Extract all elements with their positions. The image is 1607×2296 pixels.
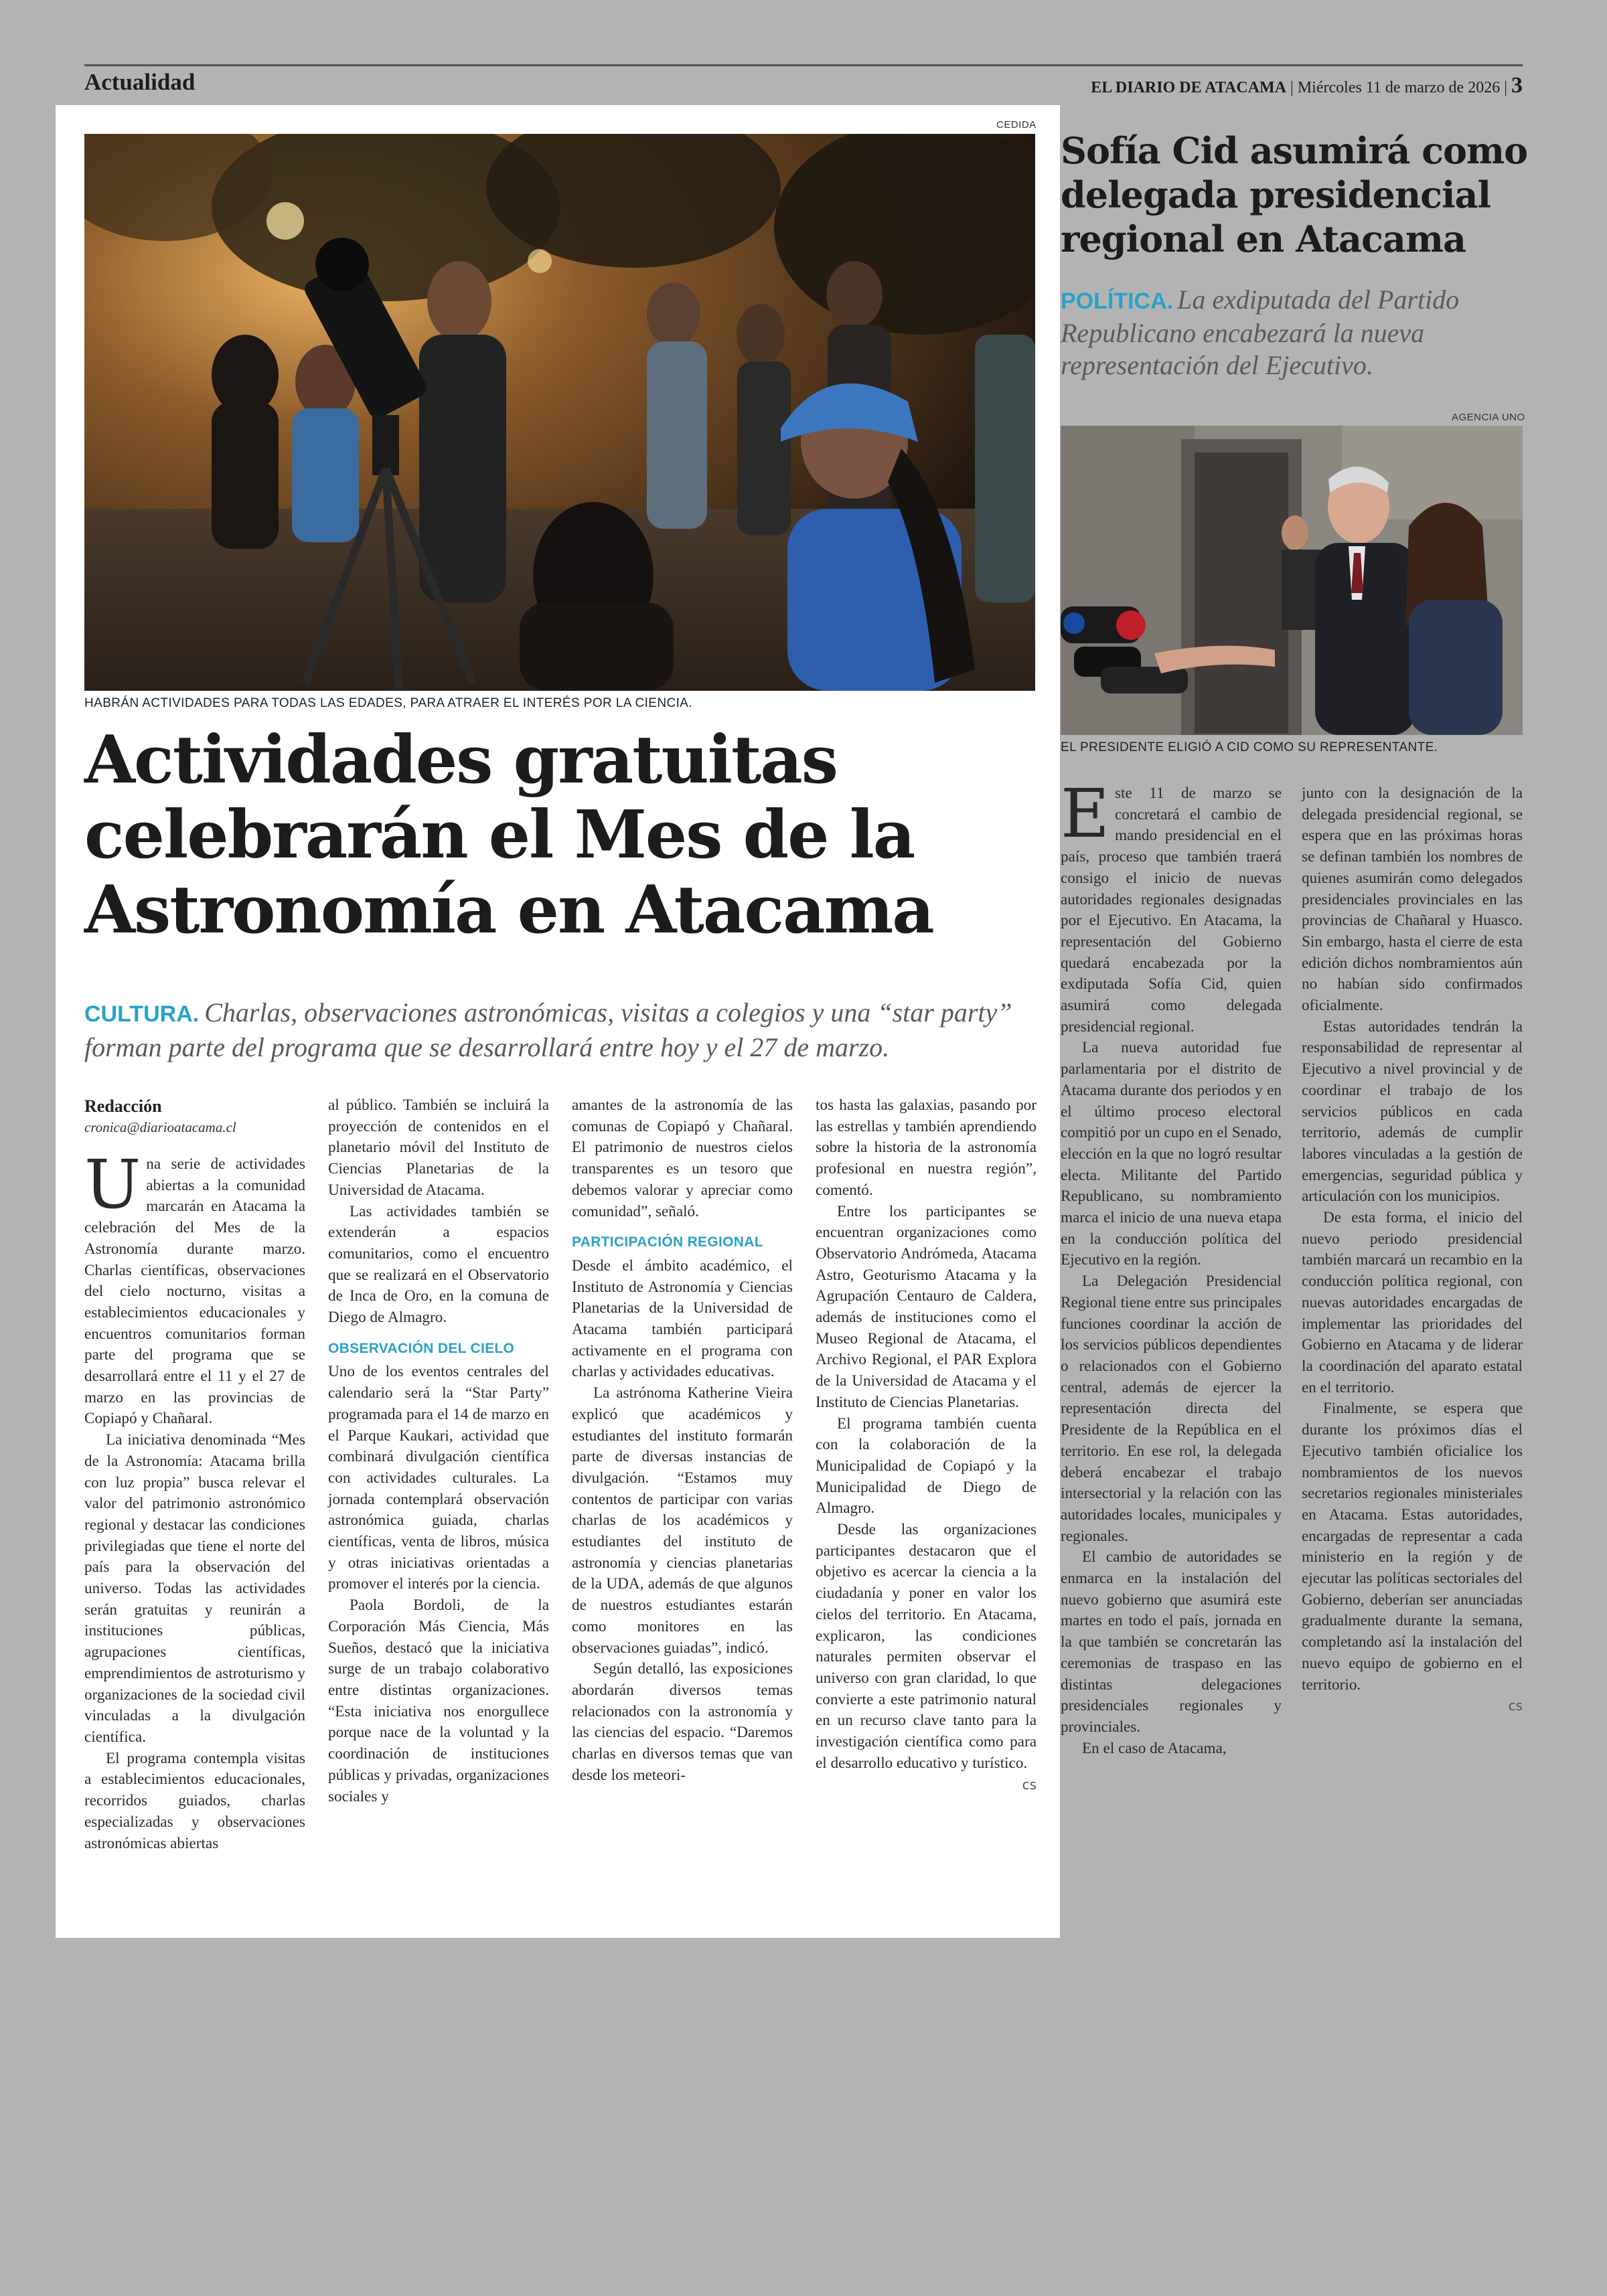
main-photo-caption: HABRÁN ACTIVIDADES PARA TODAS LAS EDADES, PARA ATRAER EL INTERÉS POR LA CIENCIA.	[84, 696, 693, 710]
paragraph: Según detalló, las exposiciones abordarán diversos temas relacionados con la astronomía y las ciencias del espacio. “Daremos charlas en diversos temas que van desde los meteori-	[572, 1660, 793, 1784]
president-photo	[1061, 426, 1523, 735]
author-email: cronica@diarioatacama.cl	[84, 1119, 236, 1135]
end-mark: cs	[1508, 1698, 1523, 1714]
side-column-1	[1061, 774, 1282, 1759]
paragraph	[1061, 774, 1282, 1038]
side-kicker-text: La exdiputada del Partido Republicano encabezará la nueva representación del Ejecutivo.	[1061, 284, 1460, 380]
side-headline-line: delegada presidencial	[1061, 173, 1491, 216]
dropcap: E	[1061, 774, 1109, 853]
main-kicker-text: Charlas, observaciones astronómicas, visitas a colegios y una “star party” forman parte del programa que se desarrollará entre hoy y el 27 de marzo.	[84, 997, 1012, 1062]
paragraph: Entre los participantes se encuentran organizaciones como Observatorio Andrómeda, Atacama Astro, Geoturismo Atacama y la Agrupación Centauro de Caldera, además de instituciones como el Museo Regional de Atacama, el Archivo Regional, el PAR Explora de la Universidad de Atacama y el Instituto de Ciencias Planetarias.	[816, 1202, 1037, 1411]
dropcap: U	[84, 1145, 141, 1224]
paragraph: El programa contempla visitas a establecimientos educacionales, recorridos guiados, charlas especializadas y observaciones astronómicas abiertas	[84, 1749, 305, 1852]
paragraph: El programa también cuenta con la colaboración de la Municipalidad de Copiapó y la Municipalidad de Diego de Almagro.	[816, 1414, 1037, 1518]
paragraph: Desde el ámbito académico, el Instituto de Astronomía y Ciencias Planetarias de la Universidad de Atacama también participará activamente en el programa con charlas y actividades educativas.	[572, 1256, 793, 1381]
paragraph	[84, 1145, 305, 1430]
side-column-2	[1302, 783, 1523, 1717]
paragraph: La Delegación Presidencial Regional tiene entre sus principales funciones coordinar la acción de los servicios públicos dependientes o relacionados con el Gobierno central, además de ejercer la representación directa del Presidente de la República en el territorio. En ese rol, la delegada deberá encabezar el trabajo intersectorial y la relación con las autoridades locales, municipales y regionales.	[1061, 1273, 1282, 1545]
subheading: PARTICIPACIÓN REGIONAL	[572, 1234, 763, 1250]
page-header	[84, 64, 1523, 98]
main-column-3	[572, 1095, 793, 1787]
byline: Redacción	[84, 1096, 162, 1116]
paragraph: La astrónoma Katherine Vieira explicó que académicos y estudiantes del instituto formarán parte de diversas instancias de divulgación. “Estamos muy contentos de participar con varias charlas de los académicos y estudiantes del instituto de astronomía y ciencias planetarias de la UDA, además de que algunos de nuestros estudiantes estarán como monitores en las observaciones guiadas”, indicó.	[572, 1384, 793, 1657]
main-headline-line: Astronomía en Atacama	[84, 872, 933, 949]
president-photo-illustration	[1061, 426, 1523, 735]
end-mark: cs	[1022, 1776, 1037, 1793]
paper-name: EL DIARIO DE ATACAMA	[1091, 79, 1287, 96]
paragraph: amantes de la astronomía de las comunas de Copiapó y Chañaral. El patrimonio de nuestros cielos transparentes es un tesoro que debemos valorar y apreciar como comunidad”, señaló.	[572, 1096, 793, 1220]
main-column-4	[816, 1095, 1037, 1795]
page-number: 3	[1511, 73, 1523, 98]
stargazing-photo	[84, 134, 1035, 691]
paragraph: Desde las organizaciones participantes destacaron que el objetivo es acercar la ciencia a la ciudadanía y poner en valor los cielos del territorio. En Atacama, explicaron, las condiciones naturales permiten observar el universo con gran claridad, lo que convierte a este patrimonio natural en un recurso clave tanto para la investigación científica como para el desarrollo educativo y turístico.	[816, 1521, 1037, 1772]
main-column-1	[84, 1095, 305, 1854]
main-headline-line: celebrarán el Mes de la	[84, 797, 915, 874]
main-kicker-tag: CULTURA.	[84, 1001, 200, 1027]
paragraph: Paola Bordoli, de la Corporación Más Ciencia, Más Sueños, destacó que la iniciativa surge de un trabajo colaborativo entre distintas organizaciones. “Esta iniciativa nos enorgullece porque nace de la voluntad y la coordinación de instituciones públicas y privadas, organizaciones sociales y	[328, 1596, 549, 1805]
paragraph: La nueva autoridad fue parlamentaria por el distrito de Atacama durante dos periodos y en el último proceso electoral compitió por un cupo en el Senado, elección en la que no logró resultar electa. Militante del Partido Republicano, su nombramiento marca el inicio de una nueva etapa en la conducción política del Ejecutivo en la región.	[1061, 1039, 1282, 1269]
paragraph: La iniciativa denominada “Mes de la Astronomía: Atacama brilla con luz propia” busca relevar el valor del patrimonio astronómico regional y destacar las condiciones privilegiadas que tiene el norte del país para la observación del universo. Todas las actividades serán gratuitas y reunirán a instituciones públicas, agrupaciones científicas, emprendimientos de astroturismo y organizaciones de la sociedad civil vinculadas a la divulgación científica.	[84, 1431, 305, 1746]
paragraph: De esta forma, el inicio del nuevo periodo presidencial también marcará un recambio en la conducción política regional, con nuevas autoridades encargadas de implementar las prioridades del Gobierno en Atacama y de liderar la coordinación del aparato estatal en el territorio.	[1302, 1209, 1523, 1396]
main-photo-credit: CEDIDA	[996, 119, 1037, 131]
paragraph: Finalmente, se espera que durante los próximos días el Ejecutivo también oficialice los nombramientos de los nuevos secretarios regionales ministeriales en Atacama. Estas autoridades, encargadas de representar a cada ministerio en la región y de ejecutar las políticas sectoriales del Gobierno, deberían ser anunciadas gradualmente durante la semana, completando así la instalación del nuevo equipo de gobierno en el territorio.	[1302, 1400, 1523, 1694]
main-column-2	[328, 1095, 549, 1807]
side-headline-line: regional en Atacama	[1061, 218, 1466, 260]
main-headline	[84, 723, 1022, 948]
paragraph-text: ste 11 de marzo se concretará el cambio de mando presidencial en el país, proceso que también traerá consigo el inicio de nuevas autoridades regionales designadas por el Ejecutivo. En Atacama, la representación del Gobierno quedará encabezada por la exdiputada Sofía Cid, quien asumirá como delegada presidencial regional.	[1061, 785, 1282, 1036]
side-headline	[1061, 129, 1529, 261]
side-kicker-tag: POLÍTICA.	[1061, 289, 1174, 314]
paragraph: El cambio de autoridades se enmarca en la instalación del nuevo gobierno que asumirá este martes en todo el país, jornada en la que también se concretarán las ceremonias de traspaso en las distintas delegaciones presidenciales regionales y provinciales.	[1061, 1548, 1282, 1736]
paragraph: En el caso de Atacama,	[1082, 1739, 1227, 1757]
paragraph: tos hasta las galaxias, pasando por las estrellas y también aprendiendo sobre la historia de la astronomía profesional en nuestra región”, comentó.	[816, 1096, 1037, 1199]
paragraph: Uno de los eventos centrales del calendario será la “Star Party” programada para el 14 de marzo en el Parque Kaukari, actividad que combinará divulgación científica con actividades culturales. La jornada contemplará observación astronómica guiada, charlas científicas, venta de libros, música y otras iniciativas orientadas a promover el interés por la ciencia.	[328, 1363, 549, 1593]
stargazing-photo-illustration	[84, 134, 1035, 691]
subheading: OBSERVACIÓN DEL CIELO	[328, 1340, 515, 1356]
paragraph: al público. También se incluirá la proyección de contenidos en el planetario móvil del Instituto de Ciencias Planetarias de la Universidad de Atacama.	[328, 1096, 549, 1199]
main-kicker	[84, 996, 1049, 1064]
paragraph: Las actividades también se extenderán a espacios comunitarios, como el encuentro que se realizará en el Observatorio de Inca de Oro, en la comuna de Diego de Almagro.	[328, 1202, 549, 1327]
paragraph-text: na serie de actividades abiertas a la comunidad marcarán en Atacama la celebración del Mes de la Astronomía durante marzo. Charlas científicas, observaciones del cielo nocturno, visitas a establecimientos educacionales y encuentros comunitarios forman parte del programa que se desarrollará entre el 11 y el 27 de marzo en las provincias de Copiapó y Chañaral.	[84, 1155, 305, 1428]
side-kicker	[1061, 284, 1529, 382]
main-headline-line: Actividades gratuitas	[84, 722, 837, 799]
side-headline-line: Sofía Cid asumirá como	[1061, 129, 1528, 172]
section-title: Actualidad	[84, 69, 196, 95]
issue-date: Miércoles 11 de marzo de 2026	[1297, 79, 1501, 96]
paragraph: Estas autoridades tendrán la responsabilidad de representar al Ejecutivo a nivel provincial y de coordinar el trabajo de los servicios públicos en cada territorio, además de cumplir labores vinculadas a la gestión de emergencias, seguridad pública y articulación con los municipios.	[1302, 1017, 1523, 1206]
side-photo-caption: EL PRESIDENTE ELIGIÓ A CID COMO SU REPRESENTANTE.	[1061, 740, 1438, 754]
side-photo-credit: AGENCIA UNO	[1452, 412, 1525, 423]
paragraph: junto con la designación de la delegada presidencial regional, se espera que en las próximas horas se definan también los nombres de quienes asumirán como delegados presidenciales provinciales en las provincias de Chañaral y Huasco. Sin embargo, hasta el cierre de esta edición dichos nombramientos aún no habían sido confirmados oficialmente.	[1302, 785, 1523, 1015]
header-info: EL DIARIO DE ATACAMA | Miércoles 11 de marzo de 2026 | 3	[1091, 73, 1523, 98]
